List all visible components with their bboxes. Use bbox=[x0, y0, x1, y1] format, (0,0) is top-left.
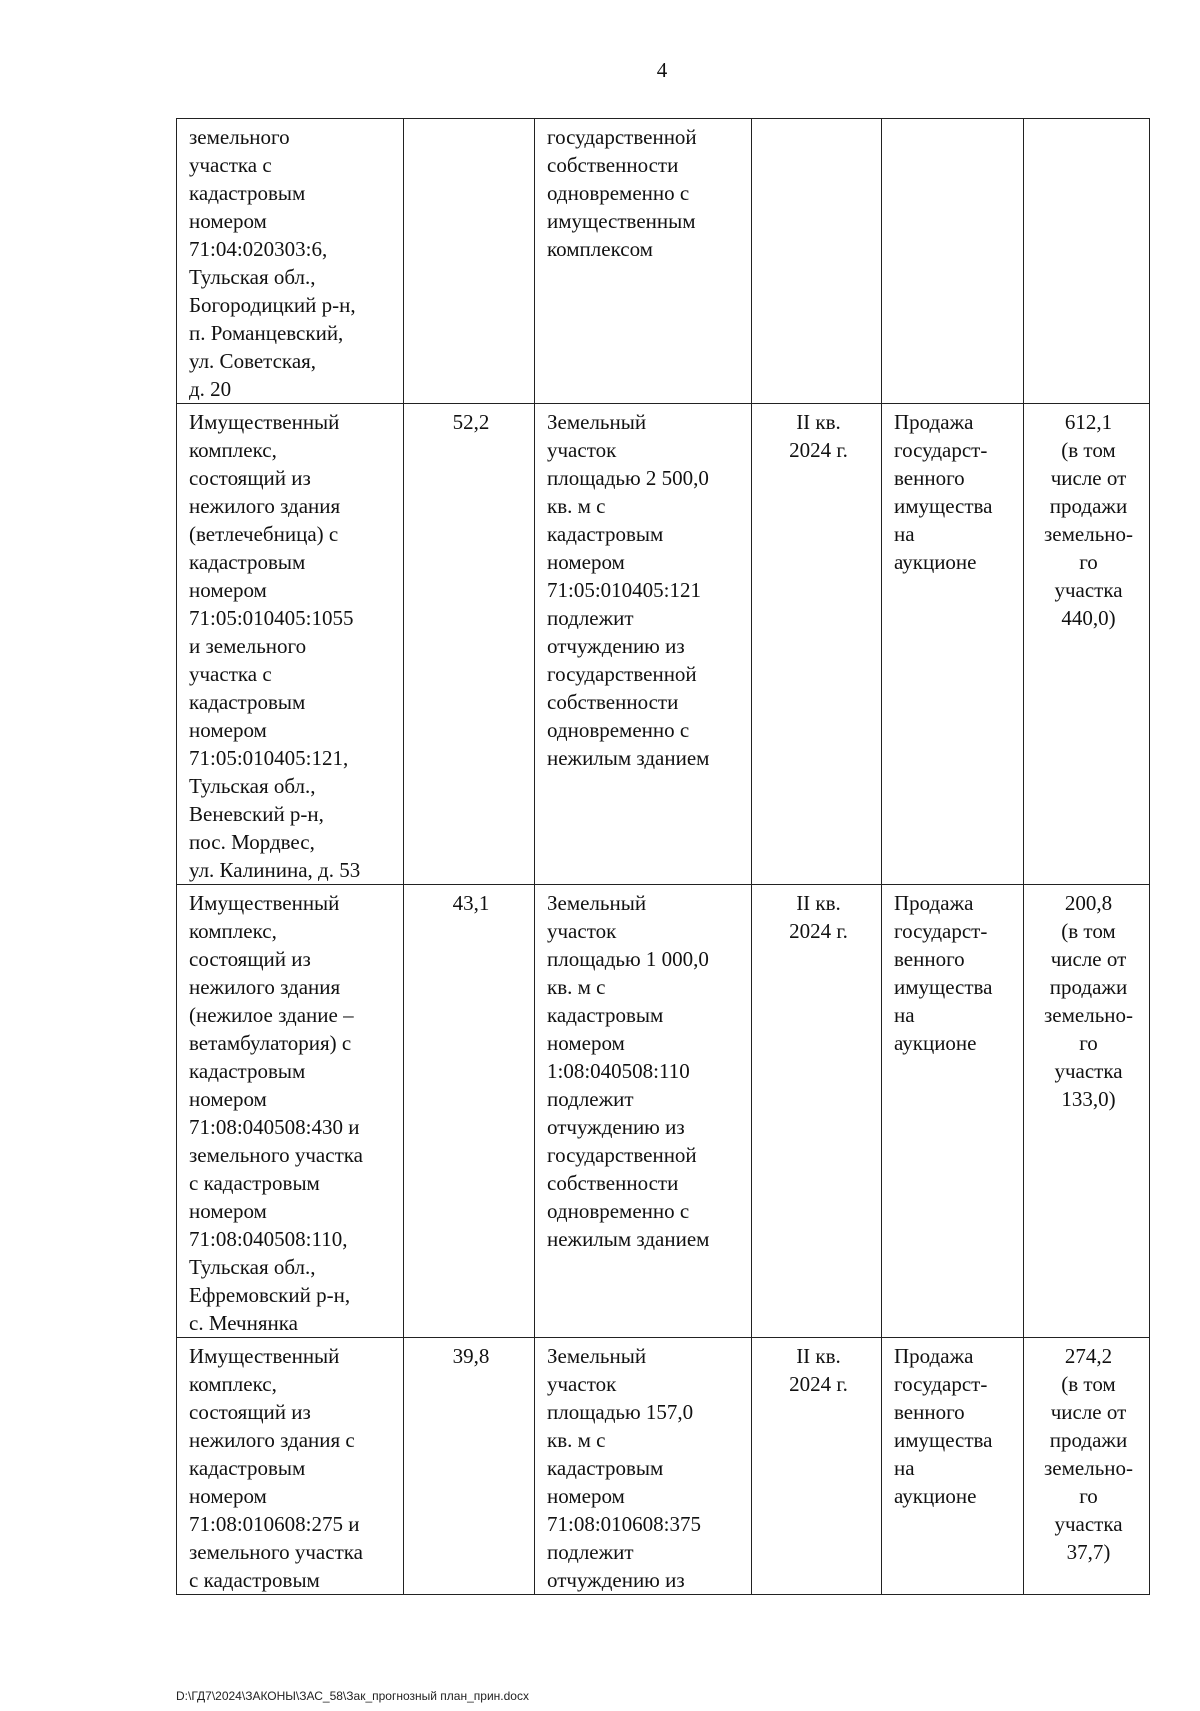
object-cell: Имущественный комплекс, состоящий из нежилого здания (нежилое здание – ветамбулатория) с кадастровым номером 71:08:040508:430 и земельного участка с кадастровым номером 71:08:040508:110, Тульская обл., Ефремовский р-н, с. Мечнянка bbox=[177, 885, 404, 1338]
area-cell bbox=[404, 119, 535, 404]
land-plot-cell: Земельный участок площадью 1 000,0 кв. м с кадастровым номером 1:08:040508:110 подлежит отчуждению из государственной собственности одновременно с нежилым зданием bbox=[535, 885, 752, 1338]
term-cell bbox=[752, 119, 882, 404]
term-cell: II кв. 2024 г. bbox=[752, 404, 882, 885]
table-row bbox=[177, 404, 1150, 885]
object-cell: Имущественный комплекс, состоящий из нежилого здания с кадастровым номером 71:08:010608:275 и земельного участка с кадастровым bbox=[177, 1338, 404, 1595]
method-cell: Продажа государст- венного имущества на аукционе bbox=[882, 1338, 1024, 1595]
term-cell: II кв. 2024 г. bbox=[752, 885, 882, 1338]
footer-file-path: D:\ГД7\2024\ЗАКОНЫ\ЗАС_58\Зак_прогнозный план_прин.docx bbox=[176, 1689, 529, 1703]
object-cell: земельного участка с кадастровым номером 71:04:020303:6, Тульская обл., Богородицкий р-н, п. Романцевский, ул. Советская, д. 20 bbox=[177, 119, 404, 404]
term-cell: II кв. 2024 г. bbox=[752, 1338, 882, 1595]
land-plot-cell: Земельный участок площадью 2 500,0 кв. м с кадастровым номером 71:05:010405:121 подлежит отчуждению из государственной собственности одновременно с нежилым зданием bbox=[535, 404, 752, 885]
page-number: 4 bbox=[656, 58, 668, 82]
price-cell: 200,8 (в том числе от продажи земельно- го участка 133,0) bbox=[1024, 885, 1150, 1338]
price-cell: 612,1 (в том числе от продажи земельно- го участка 440,0) bbox=[1024, 404, 1150, 885]
table-row bbox=[177, 1338, 1150, 1595]
land-plot-cell: государственной собственности одновременно с имущественным комплексом bbox=[535, 119, 752, 404]
price-cell: 274,2 (в том числе от продажи земельно- го участка 37,7) bbox=[1024, 1338, 1150, 1595]
object-cell: Имущественный комплекс, состоящий из нежилого здания (ветлечебница) с кадастровым номером 71:05:010405:1055 и земельного участка с кадастровым номером 71:05:010405:121, Тульская обл., Веневский р-н, пос. Мордвес, ул. Калинина, д. 53 bbox=[177, 404, 404, 885]
property-table bbox=[176, 118, 1150, 1595]
area-cell: 39,8 bbox=[404, 1338, 535, 1595]
method-cell: Продажа государст- венного имущества на аукционе bbox=[882, 885, 1024, 1338]
method-cell: Продажа государст- венного имущества на аукционе bbox=[882, 404, 1024, 885]
area-cell: 43,1 bbox=[404, 885, 535, 1338]
land-plot-cell: Земельный участок площадью 157,0 кв. м с кадастровым номером 71:08:010608:375 подлежит отчуждению из bbox=[535, 1338, 752, 1595]
table-row bbox=[177, 885, 1150, 1338]
price-cell bbox=[1024, 119, 1150, 404]
table-row bbox=[177, 119, 1150, 404]
method-cell bbox=[882, 119, 1024, 404]
area-cell: 52,2 bbox=[404, 404, 535, 885]
